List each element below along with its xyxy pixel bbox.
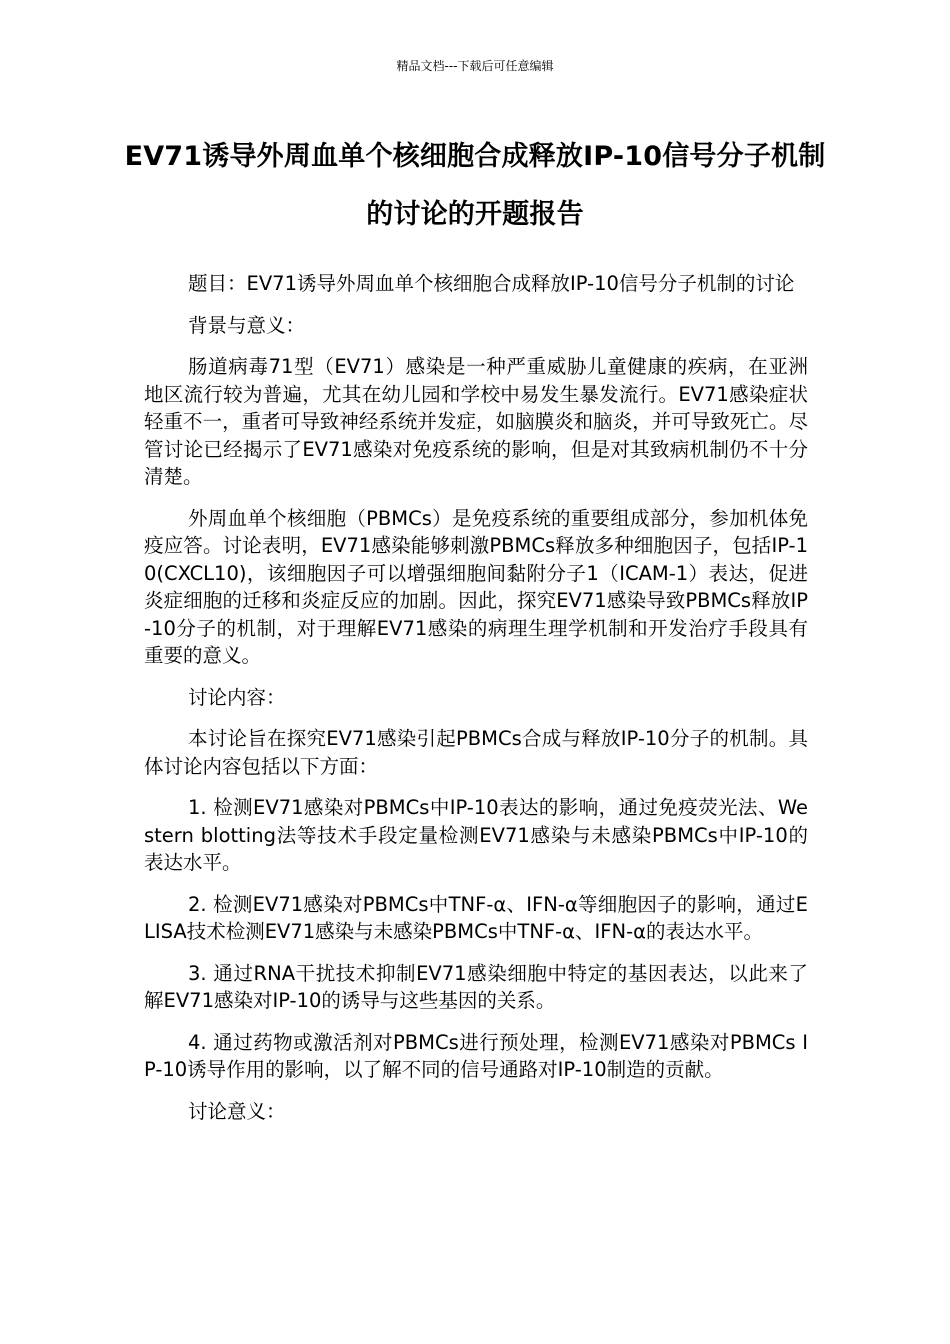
heading-research-significance: 讨论意义： — [188, 1099, 286, 1123]
heading-research-content: 讨论内容： — [188, 685, 286, 709]
paragraph-research-aim: 本讨论旨在探究EV71感染引起PBMCs合成与释放IP-10分子的机制。具体讨论内容包括以下方面： — [144, 727, 808, 778]
page-header: 精品文档---下载后可任意编辑 — [396, 59, 554, 73]
paragraph-topic: 题目：EV71诱导外周血单个核细胞合成释放IP-10信号分子机制的讨论 — [188, 272, 795, 295]
list-item-2: 2. 检测EV71感染对PBMCs中TNF-α、IFN-α等细胞因子的影响，通过ELISA技术检测EV71感染与未感染PBMCs中TNF-α、IFN-α的表达水平。 — [144, 892, 808, 943]
document-body — [144, 270, 808, 1139]
document-title: EV71诱导外周血单个核细胞合成释放IP-10信号分子机制的讨论的开题报告 — [124, 141, 826, 230]
list-item-1: 1. 检测EV71感染对PBMCs中IP-10表达的影响，通过免疫荧光法、Western blotting法等技术手段定量检测EV71感染与未感染PBMCs中IP-10的表达水平。 — [144, 796, 808, 874]
heading-background: 背景与意义： — [188, 313, 306, 337]
paragraph-background-pbmcs: 外周血单个核细胞（PBMCs）是免疫系统的重要组成部分，参加机体免疫应答。讨论表明，EV71感染能够刺激PBMCs释放多种细胞因子，包括IP-10(CXCL10)，该细胞因子可以增强细胞间黏附分子1（ICAM-1）表达，促进炎症细胞的迁移和炎症反应的加剧。因此，探究EV71感染导致PBMCs释放IP-10分子的机制，对于理解EV71感染的病理生理学机制和开发治疗手段具有重要的意义。 — [144, 506, 808, 667]
list-item-3: 3. 通过RNA干扰技术抑制EV71感染细胞中特定的基因表达，以此来了解EV71感染对IP-10的诱导与这些基因的关系。 — [144, 961, 808, 1012]
list-item-4: 4. 通过药物或激活剂对PBMCs进行预处理，检测EV71感染对PBMCs IP-10诱导作用的影响，以了解不同的信号通路对IP-10制造的贡献。 — [144, 1030, 808, 1081]
paragraph-background-ev71: 肠道病毒71型（EV71）感染是一种严重威胁儿童健康的疾病，在亚洲地区流行较为普遍，尤其在幼儿园和学校中易发生暴发流行。EV71感染症状轻重不一，重者可导致神经系统并发症，如脑膜炎和脑炎，并可导致死亡。尽管讨论已经揭示了EV71感染对免疫系统的影响，但是对其致病机制仍不十分清楚。 — [144, 355, 808, 488]
